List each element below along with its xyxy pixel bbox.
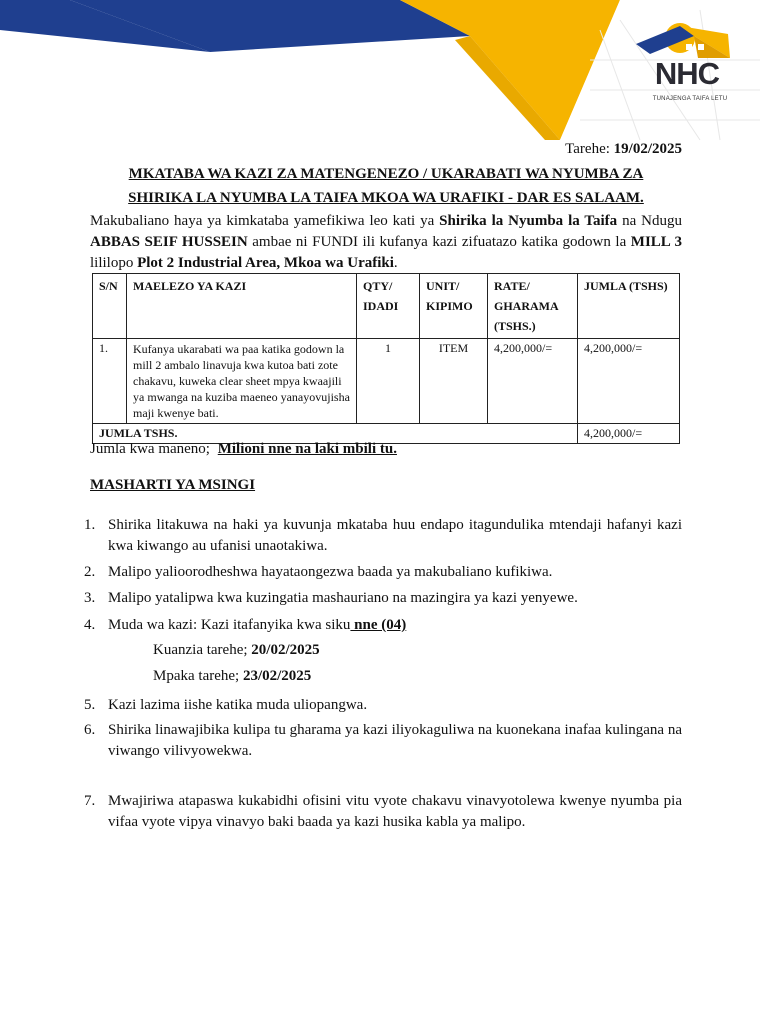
condition-item-2: 2. Malipo yalioorodheshwa hayataongezwa baada ya makubaliano kufikiwa. <box>84 564 553 580</box>
footer-total: 4,200,000/= <box>578 424 680 444</box>
header-rate: RATE/ GHARAMA (TSHS.) <box>488 274 578 339</box>
works-table <box>92 273 680 444</box>
table-row <box>93 339 680 424</box>
cell-unit: ITEM <box>420 339 488 424</box>
cell-sn: 1. <box>93 339 127 424</box>
cell-description: Kufanya ukarabati wa paa katika godown la mill 2 ambalo linavuja kwa kutoa bati zote chakavu, kuweka clear sheet mpya kwaajili ya mwanga na kuziba maeneo yanayovujisha maji kwenye bati. <box>127 339 357 424</box>
amount-in-words <box>90 441 397 458</box>
intro-paragraph <box>90 211 682 274</box>
intro-text: . <box>393 255 398 271</box>
conditions-heading: MASHARTI YA MSINGI <box>90 477 256 493</box>
document-title-line-1: MKATABA WA KAZI ZA MATENGENEZO / UKARABATI WA NYUMBA ZA <box>128 166 644 182</box>
end-date: 23/02/2025 <box>242 668 312 684</box>
footer-label: JUMLA TSHS. <box>93 424 578 444</box>
header-qty: QTY/ IDADI <box>357 274 420 339</box>
intro-text: lililopo <box>90 255 138 271</box>
condition-item-5: 5. Kazi lazima iishe katika muda uliopangwa. <box>84 697 368 713</box>
header-description: MAELEZO YA KAZI <box>127 274 357 339</box>
table-header-row <box>93 274 680 339</box>
date-value: 19/02/2025 <box>613 141 682 157</box>
header-unit: UNIT/ KIPIMO <box>420 274 488 339</box>
condition-item-6: 6. Shirika linawajibika kulipa tu gharama ya kazi iliyokaguliwa na kuonekana inafaa kulingana na viwango vilivyowekwa. <box>84 722 682 759</box>
words-label: Jumla kwa maneno; <box>90 441 210 457</box>
nhc-logo-tagline: TUNAJENGA TAIFA LETU <box>652 96 728 102</box>
cell-total: 4,200,000/= <box>578 339 680 424</box>
condition-item-4: 4. Muda wa kazi: Kazi itafanyika kwa siku nne (04) <box>84 617 407 633</box>
work-duration-days: nne (04) <box>350 617 407 633</box>
intro-text: Makubaliano haya ya kimkataba yamefikiwa leo kati ya <box>90 213 440 229</box>
header-sn: S/N <box>93 274 127 339</box>
cell-qty: 1 <box>357 339 420 424</box>
start-date-line: Kuanzia tarehe; 20/02/2025 <box>153 642 320 658</box>
end-date-line: Mpaka tarehe; 23/02/2025 <box>153 668 312 684</box>
start-date: 20/02/2025 <box>251 642 320 658</box>
header-total: JUMLA (TSHS) <box>578 274 680 339</box>
intro-party-shirika: Shirika la Nyumba la Taifa <box>439 213 618 229</box>
intro-text: ambae ni FUNDI ili kufanya kazi zifuatazo katika godown la <box>247 234 631 250</box>
condition-item-1: 1. Shirika litakuwa na haki ya kuvunja mkataba huu endapo itagundulika mtendaji hafanyi kazi kwa kiwango au ufanisi unaotakiwa. <box>84 517 682 554</box>
intro-location-godown: MILL 3 <box>630 234 682 250</box>
words-value: Milioni nne na laki mbili tu. <box>217 441 397 457</box>
date-label: Tarehe: <box>565 141 610 157</box>
document-title-line-2: SHIRIKA LA NYUMBA LA TAIFA MKOA WA URAFIKI - DAR ES SALAAM. <box>128 190 644 206</box>
nhc-logo-text: NHC <box>654 56 720 91</box>
document-date <box>440 141 682 158</box>
intro-location-plot: Plot 2 Industrial Area, Mkoa wa Urafiki <box>137 255 394 271</box>
condition-item-7: 7. Mwajiriwa atapaswa kukabidhi ofisini vitu vyote chakavu vinavyotolewa kwenye nyumba pia vifaa vyote vipya vinavyo baki baada ya kazi husika kabla ya malipo. <box>84 793 682 830</box>
cell-rate: 4,200,000/= <box>488 339 578 424</box>
intro-party-fundi: ABBAS SEIF HUSSEIN <box>90 234 248 250</box>
intro-text: na Ndugu <box>617 213 682 229</box>
condition-item-3: 3. Malipo yatalipwa kwa kuzingatia mashauriano na mazingira ya kazi yenyewe. <box>84 590 578 606</box>
